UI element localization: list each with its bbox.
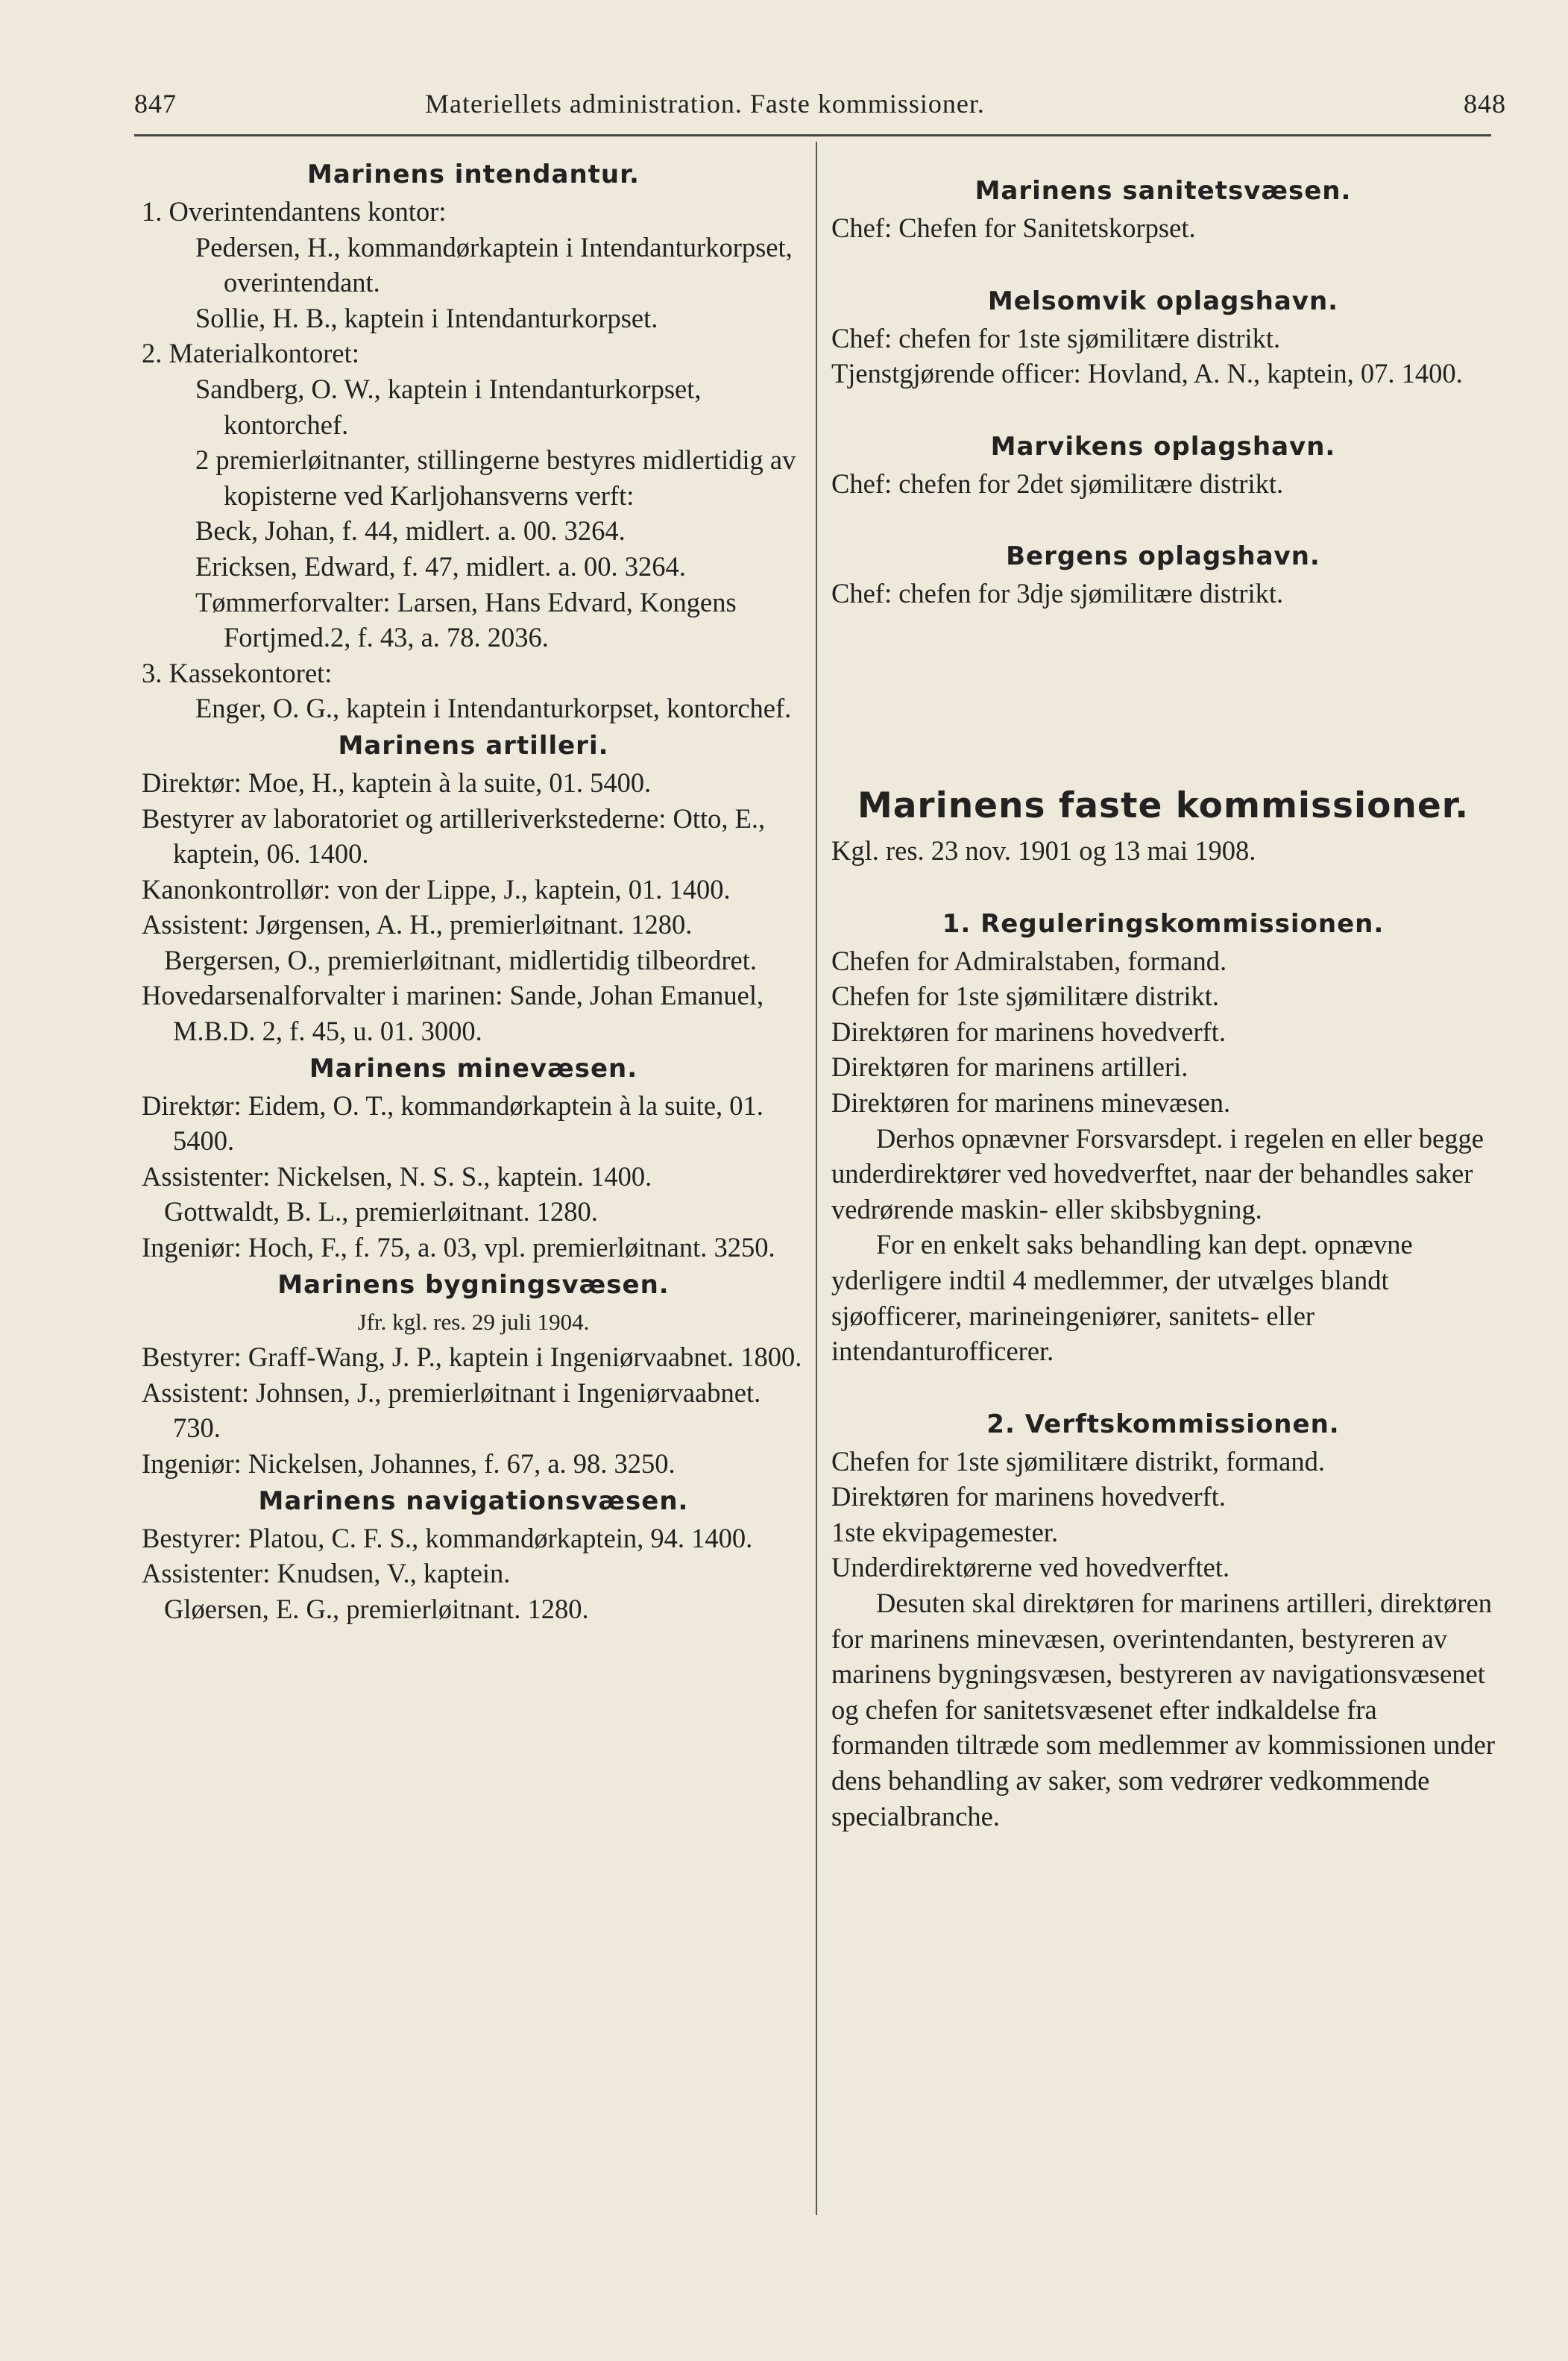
text-line: Bestyrer: Graff-Wang, J. P., kaptein i Ingeniørvaabnet. 1800. [142,1342,802,1373]
text-line: Kanonkontrollør: von der Lippe, J., kaptein, 01. 1400. [142,873,731,905]
section-heading: 2. Verftskommissionen. [986,1409,1340,1439]
text-line: Chef: chefen for 1ste sjømilitære distrikt. [831,322,1281,353]
text-line: Assistenter: Nickelsen, N. S. S., kaptein. 1400. [142,1160,652,1192]
column-divider [816,142,817,2215]
section-heading: Marinens bygningsvæsen. [277,1269,670,1300]
text-line: Ingeniør: Nickelsen, Johannes, f. 67, a. 98. 3250. [142,1448,676,1479]
text-line: Assistent: Johnsen, J., premierløitnant i Ingeniørvaabnet. 730. [142,1377,761,1444]
header-rule [134,134,1491,136]
spacer [831,246,1495,282]
section-heading: Bergens oplagshavn. [1006,541,1320,572]
text-line: Tjenstgjørende officer: Hovland, A. N., kaptein, 07. 1400. [831,358,1463,389]
right-column [831,172,1495,1834]
text-line: Desuten skal direktøren for marinens artilleri, direktøren for marinens minevæsen, overintendanten, bestyreren av marinens bygningsvæsen, bestyreren av navigationsvæsenet og chefen for sanitetsvæsenet efter indkaldelse fra formanden tiltræde som medlemmer av kommissionen under dens behandling av saker, som vedrører vedkommende specialbranche. [831,1588,1496,1832]
text-line: Assistenter: Knudsen, V., kaptein. [142,1558,511,1589]
text-line: 1ste ekvipagemester. [831,1516,1059,1547]
text-line: Direktøren for marinens hovedverft. [831,1016,1227,1047]
text-line: Pedersen, H., kommandørkaptein i Intendanturkorpset, overintendant. [195,231,793,298]
text-line: Direktøren for marinens artilleri. [831,1051,1188,1083]
text-line: Chefen for Admiralstaben, formand. [831,945,1227,976]
text-line: Enger, O. G., kaptein i Intendanturkorpset, kontorchef. [195,693,792,724]
text-line: Beck, Johan, f. 44, midlert. a. 00. 3264. [195,515,626,547]
text-line: Chef: chefen for 3dje sjømilitære distrikt. [831,578,1284,609]
text-line: For en enkelt saks behandling kan dept. opnævne yderligere indtil 4 medlemmer, der utvælges blandt sjøofficerer, marineingeniører, sanitets- eller intendanturofficerer. [831,1229,1413,1367]
running-header [134,88,1506,136]
spacer [831,1369,1495,1405]
section-heading: Marinens minevæsen. [309,1053,638,1084]
text-line: Direktøren for marinens minevæsen. [831,1087,1231,1118]
text-line: Chef: Chefen for Sanitetskorpset. [831,213,1196,243]
section-heading: 1. Reguleringskommissionen. [942,908,1385,939]
page-number-left: 847 [134,89,177,119]
text-line: Chefen for 1ste sjømilitære distrikt. [831,981,1220,1012]
section-heading: Marinens artilleri. [338,730,609,761]
section-heading: Marinens sanitetsvæsen. [975,176,1352,206]
section-heading: Marinens faste kommissioner. [857,785,1470,826]
text-line: Hovedarsenalforvalter i marinen: Sande, Johan Emanuel, M.B.D. 2, f. 45, u. 01. 3000. [142,980,764,1047]
text-line: Bestyrer: Platou, C. F. S., kommandørkaptein, 94. 1400. [142,1522,753,1553]
text-line: Ingeniør: Hoch, F., f. 75, a. 03, vpl. premierløitnant. 3250. [142,1232,775,1263]
text-line: Chefen for 1ste sjømilitære distrikt, formand. [831,1445,1325,1477]
text-line: Direktøren for marinens hovedverft. [831,1481,1227,1512]
left-column [142,155,805,1626]
section-heading: Marinens navigationsvæsen. [258,1486,689,1516]
section-heading: Marvikens oplagshavn. [990,431,1336,462]
text-line: Bestyrer av laboratoriet og artilleriverkstederne: Otto, E., kaptein, 06. 1400. [142,802,766,870]
text-line: Tømmerforvalter: Larsen, Hans Edvard, Kongens Fortjmed.2, f. 43, a. 78. 2036. [195,586,737,653]
text-line: 2. Materialkontoret: [142,338,359,369]
spacer [831,392,1495,427]
text-line: 3. Kassekontoret: [142,657,333,688]
text-line: Chef: chefen for 2det sjømilitære distrikt. [831,468,1284,499]
text-line: 2 premierløitnanter, stillingerne bestyres midlertidig av kopisterne ved Karljohansverns verft: [195,444,796,511]
text-line: Gottwaldt, B. L., premierløitnant. 1280. [164,1196,598,1227]
text-line: Bergersen, O., premierløitnant, midlertidig tilbeordret. [164,944,758,975]
text-line: Underdirektørerne ved hovedverftet. [831,1552,1230,1583]
text-line: Gløersen, E. G., premierløitnant. 1280. [164,1593,589,1624]
text-line: Assistent: Jørgensen, A. H., premierløitnant. 1280. [142,909,693,940]
running-title: Materiellets administration. Faste kommissioner. [425,89,985,119]
text-line: Direktør: Eidem, O. T., kommandørkaptein à la suite, 01. 5400. [142,1090,763,1157]
text-line: Ericksen, Edward, f. 47, midlert. a. 00. 3264. [195,550,686,582]
text-line: Derhos opnævner Forsvarsdept. i regelen en eller begge underdirektører ved hovedverftet, naar der behandles saker vedrørende maskin- eller skibsbygning. [831,1122,1484,1224]
text-line: Sollie, H. B., kaptein i Intendanturkorpset. [195,302,658,333]
text-line: Sandberg, O. W., kaptein i Intendanturkorpset, kontorchef. [195,373,702,440]
text-line: Direktør: Moe, H., kaptein à la suite, 01. 5400. [142,767,652,798]
text-line: Jfr. kgl. res. 29 juli 1904. [357,1308,590,1335]
section-heading: Marinens intendantur. [307,160,640,189]
section-heading: Melsomvik oplagshavn. [987,286,1339,316]
spacer [831,869,1495,905]
page-number-right: 848 [1464,89,1506,119]
text-line: 1. Overintendantens kontor: [142,196,447,227]
spacer [831,612,1495,779]
spacer [831,501,1495,537]
text-line: Kgl. res. 23 nov. 1901 og 13 mai 1908. [831,834,1256,866]
